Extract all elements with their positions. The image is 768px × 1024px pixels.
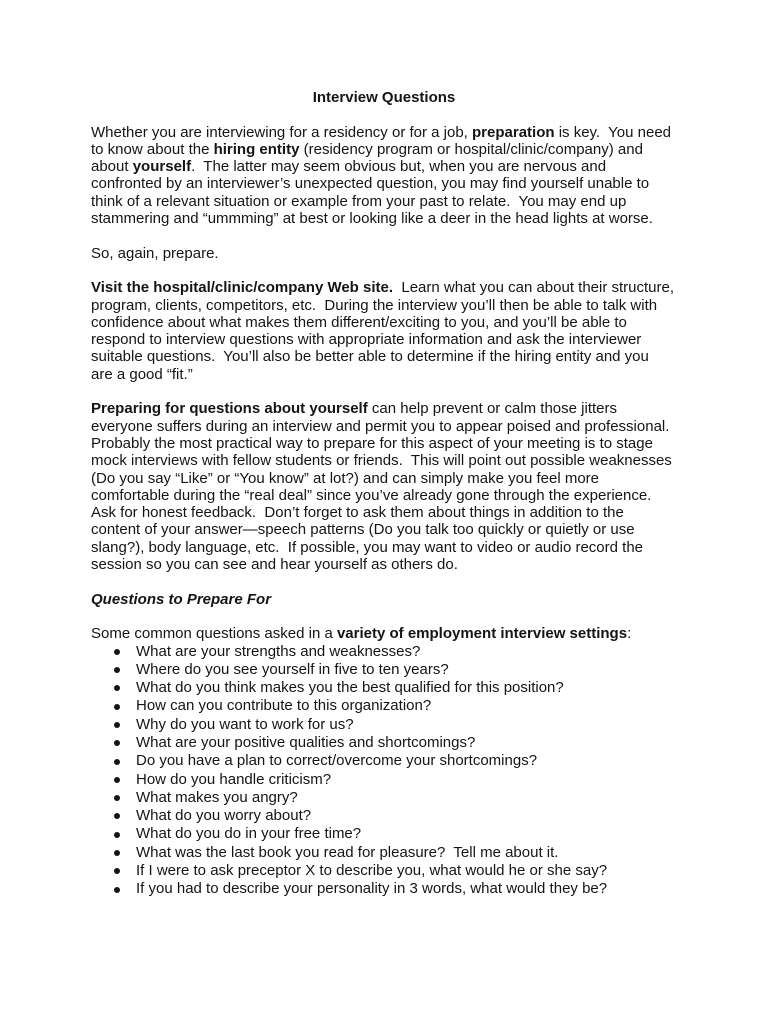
text-run: everyone suffers during an interview and permit you to appear poised and professional. <box>91 417 670 435</box>
text-run: session so you can see and hear yourself as others do. <box>91 556 458 574</box>
bold-text: preparation <box>472 123 555 141</box>
bullet-marker <box>114 667 120 673</box>
question-text: What are your strengths and weaknesses? <box>136 642 421 660</box>
text-run: Learn what you can about their structure, <box>393 279 675 297</box>
bullet-marker <box>114 704 120 710</box>
bullet-marker <box>114 832 120 838</box>
text-line <box>91 279 731 296</box>
question-text: How do you handle criticism? <box>136 770 332 788</box>
question-text: What makes you angry? <box>136 788 298 806</box>
question-item <box>91 643 731 661</box>
text-run: is key. You need <box>554 123 672 141</box>
text-line <box>91 470 731 487</box>
question-item <box>91 789 731 807</box>
question-item <box>91 697 731 715</box>
text-line <box>91 435 731 452</box>
text-line <box>91 193 731 210</box>
text-run: Whether you are interviewing for a residency or for a job, <box>91 123 473 141</box>
text-run: slang?), body language, etc. If possible, you may want to video or audio record the <box>91 538 643 556</box>
text-run: Some common questions asked in a <box>91 625 337 643</box>
text-run: (residency program or hospital/clinic/company) and <box>299 140 643 158</box>
bold-text: variety of employment interview settings <box>336 625 628 643</box>
bold-text: yourself <box>132 158 192 176</box>
question-item <box>91 880 731 898</box>
text-run: respond to interview questions with appropriate information and ask the interviewer <box>91 331 642 349</box>
bullet-marker <box>114 777 120 783</box>
section-heading: Questions to Prepare For <box>91 590 272 608</box>
text-line <box>91 331 731 348</box>
text-run: are a good “fit.” <box>91 365 193 383</box>
question-item <box>91 771 731 789</box>
text-line <box>91 452 731 469</box>
text-line <box>91 418 731 435</box>
text-run: confronted by an interviewer’s unexpected question, you may find yourself unable to <box>91 175 650 193</box>
bold-text: Preparing for questions about yourself <box>91 400 368 418</box>
text-line <box>91 158 731 175</box>
question-text: What was the last book you read for pleasure? Tell me about it. <box>136 843 559 861</box>
text-run: can help prevent or calm those jitters <box>367 400 617 418</box>
question-item <box>91 661 731 679</box>
list-intro <box>91 625 731 642</box>
bold-text: Visit the hospital/clinic/company Web site. <box>91 279 394 297</box>
bullet-marker <box>114 649 120 655</box>
text-run: Probably the most practical way to prepare for this aspect of your meeting is to stage <box>91 434 653 452</box>
text-run: Ask for honest feedback. Don’t forget to ask them about things in addition to the <box>91 504 624 522</box>
question-text: How can you contribute to this organization? <box>136 697 432 715</box>
question-text: Where do you see yourself in five to ten years? <box>136 660 449 678</box>
text-run: about <box>91 158 133 176</box>
question-text: What are your positive qualities and shortcomings? <box>136 733 476 751</box>
text-line <box>91 175 731 192</box>
text-run: : <box>627 625 632 643</box>
bullet-marker <box>114 813 120 819</box>
question-item <box>91 734 731 752</box>
text-line <box>91 348 731 365</box>
text-run: content of your answer—speech patterns (Do you talk too quickly or quietly or use <box>91 521 635 539</box>
text-line <box>91 314 731 331</box>
text-run: . The latter may seem obvious but, when you are nervous and <box>191 158 607 176</box>
question-item <box>91 825 731 843</box>
text-run: mock interviews with fellow students or friends. This will point out possible weaknesses <box>91 452 672 470</box>
question-list <box>91 643 731 899</box>
paragraph-self-preparation <box>91 400 731 573</box>
question-text: Do you have a plan to correct/overcome your shortcomings? <box>136 752 538 770</box>
text-run: (Do you say “Like” or “You know” at lot?) and can simply make you feel more <box>91 469 600 487</box>
text-line <box>91 539 731 556</box>
paragraph-prepare-again <box>91 245 731 262</box>
text-run: So, again, prepare. <box>91 244 219 262</box>
text-run: confidence about what makes them different/exciting to you, and you’ll be able to <box>91 313 627 331</box>
text-line <box>91 366 731 383</box>
paragraph-visit-website <box>91 279 731 383</box>
question-item <box>91 862 731 880</box>
question-item <box>91 807 731 825</box>
bullet-marker <box>114 850 120 856</box>
text-line <box>91 210 731 227</box>
question-item <box>91 679 731 697</box>
question-text: What do you worry about? <box>136 807 312 825</box>
text-run: comfortable during the “real deal” since you’ve already gone through the experience. <box>91 486 652 504</box>
question-text: What do you do in your free time? <box>136 825 362 843</box>
text-line <box>91 141 731 158</box>
text-run: think of a relevant situation or example from your past to relate. You may end up <box>91 192 627 210</box>
document-title: Interview Questions <box>312 89 456 106</box>
question-item <box>91 716 731 734</box>
text-line <box>91 625 731 642</box>
question-text: Why do you want to work for us? <box>136 715 354 733</box>
text-line <box>91 521 731 538</box>
text-line <box>91 124 731 141</box>
text-line <box>91 245 731 262</box>
question-text: What do you think makes you the best qualified for this position? <box>136 679 564 697</box>
text-run: suitable questions. You’ll also be better able to determine if the hiring entity and you <box>91 348 649 366</box>
bullet-marker <box>114 759 120 765</box>
document-body <box>91 124 731 899</box>
text-line <box>91 400 731 417</box>
question-text: If I were to ask preceptor X to describe you, what would he or she say? <box>136 862 608 880</box>
question-item <box>91 844 731 862</box>
text-line <box>91 297 731 314</box>
question-item <box>91 752 731 770</box>
bullet-marker <box>114 868 120 874</box>
text-line <box>91 487 731 504</box>
bullet-marker <box>114 887 120 893</box>
question-text: If you had to describe your personality in 3 words, what would they be? <box>136 880 608 898</box>
bullet-marker <box>114 685 120 691</box>
text-run: program, clients, competitors, etc. During the interview you’ll then be able to talk with <box>91 296 658 314</box>
bullet-marker <box>114 795 120 801</box>
text-line <box>91 556 731 573</box>
text-run: stammering and “ummming” at best or looking like a deer in the head lights at worse. <box>91 210 653 228</box>
bullet-marker <box>114 722 120 728</box>
paragraph-preparation <box>91 124 731 228</box>
text-run: to know about the <box>91 140 214 158</box>
text-line <box>91 504 731 521</box>
bullet-marker <box>114 740 120 746</box>
bold-text: hiring entity <box>213 140 300 158</box>
